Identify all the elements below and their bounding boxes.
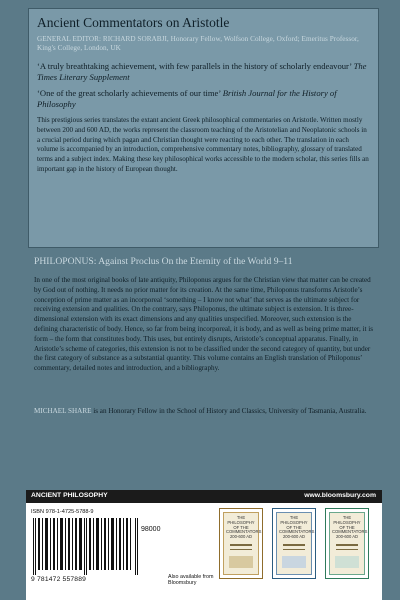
book-title-text: Against Proclus On the Eternity of the World 9–11: [98, 256, 293, 267]
thumbnail-title: THE PHILOSOPHY OF THE COMMENTATORS 200-600 AD: [332, 515, 368, 540]
general-editor: [37, 35, 370, 54]
editor-label: GENERAL EDITOR: RICHARD SORABJI,: [37, 35, 169, 43]
series-title: Ancient Commentators on Aristotle: [37, 15, 230, 30]
series-book-thumbnail: [219, 508, 263, 579]
isbn-label: ISBN 978-1-4725-5788-9: [31, 509, 94, 515]
quote-2-source: British Journal for the History of Philosophy: [37, 88, 337, 110]
review-quote-2: [37, 88, 370, 110]
also-available-label: Also available from Bloomsbury: [168, 574, 214, 587]
translator-bio: [34, 407, 376, 417]
category-label: ANCIENT PHILOSOPHY: [31, 492, 108, 499]
translator-name: MICHAEL SHARE: [34, 407, 92, 415]
series-book-thumbnail: [272, 508, 316, 579]
quote-2-text: ‘One of the great scholarly achievements of our time’: [37, 88, 221, 99]
barcode-digits: 9 781472 557889: [31, 576, 87, 583]
series-box: [28, 8, 379, 248]
review-quote-1: [37, 61, 370, 83]
quote-1-source: The Times Literary Supplement: [37, 60, 367, 82]
thumbnail-title: THE PHILOSOPHY OF THE COMMENTATORS 200-600 AD: [279, 515, 315, 540]
book-description: In one of the most original books of late antiquity, Philoponus argues for the Christian view that matter can be created by God out of nothing. It needs no prior matter for its creation. At the same time, Philoponus transforms Aristotle’s conception of prime matter as an incorporeal ‘something – I know not what’ that serves as the ultimate subject for receiving extension and qualities. On the contrary, says Philoponus, the ultimate subject is extension. It is three-dimensional extension with its exact dimensions and any qualities unspecified. Moreover, such extension is the defining characteristic of body. Hence, so far from being incorporeal, it is body, and as well as being prime matter, it is form – the form that constitutes body. This uses, but entirely disrupts, Aristotle’s conceptual apparatus. Finally, in Aristotle’s scheme of categories, this extension is not to be classified under the second category of quantity, but under the first category of substance as a substantial quantity. This volume contains an English translation of Philoponus’ commentary, detailed notes and introduction, and a bibliography.: [34, 276, 374, 373]
book-title: [34, 256, 380, 267]
quote-1-text: ‘A truly breathtaking achievement, with few parallels in the history of scholarly endeavour’: [37, 60, 352, 71]
translator-bio-text: is an Honorary Fellow in the School of History and Classics, University of Tasmania, Australia.: [91, 407, 367, 415]
barcode-icon: [31, 518, 141, 575]
publisher-website: www.bloomsbury.com: [304, 492, 376, 499]
thumbnail-title: THE PHILOSOPHY OF THE COMMENTATORS 200-600 AD: [226, 515, 262, 540]
series-book-thumbnail: [325, 508, 369, 579]
price-code: 98000: [141, 526, 161, 533]
book-author: PHILOPONUS:: [34, 256, 97, 267]
back-cover-footer: [26, 490, 382, 600]
series-description: This prestigious series translates the extant ancient Greek philosophical commentaries on Aristotle. Written mostly between 200 and 600 AD, the works represent the classroom teaching of the Aristotelian and Neoplatonic schools in a crucial period during which pagan and Christian thought were reacting to each other. The translation in each volume is accompanied by an introduction, comprehensive commentary notes, bibliography, glossary of translated terms and a subject index. Making these key philosophical works accessible to the modern scholar, this series fills an important gap in the history of European thought.: [37, 116, 369, 173]
publisher-bar: [26, 490, 382, 503]
editor-affiliation: Honorary Fellow, Wolfson College, Oxford; Emeritus Professor, King's College, London, UK: [37, 35, 359, 53]
